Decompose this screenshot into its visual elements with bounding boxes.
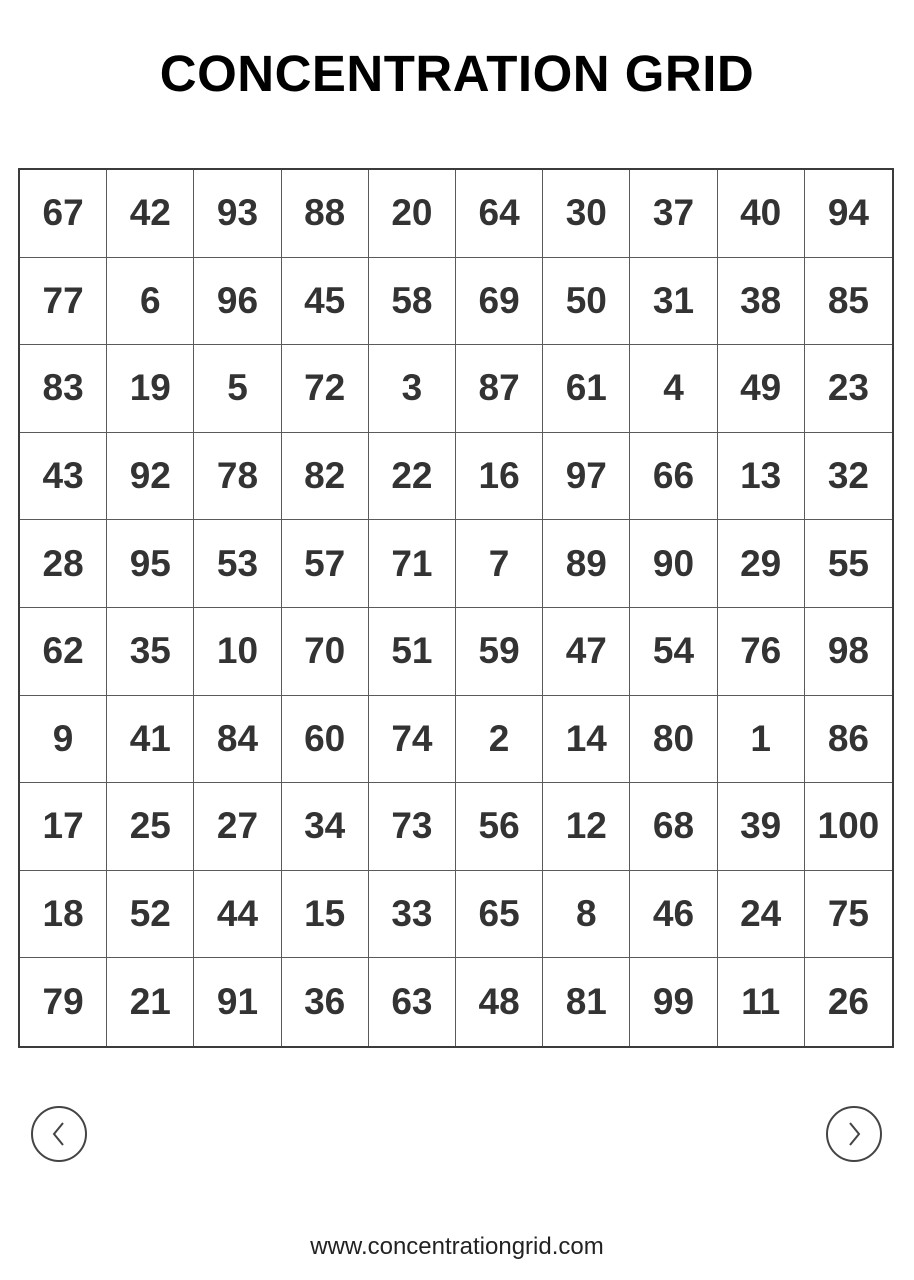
grid-cell[interactable]: 36 — [282, 958, 369, 1046]
grid-cell[interactable]: 9 — [20, 696, 107, 784]
grid-cell[interactable]: 64 — [456, 170, 543, 258]
grid-cell[interactable]: 86 — [805, 696, 892, 784]
grid-cell[interactable]: 13 — [718, 433, 805, 521]
grid-cell[interactable]: 79 — [20, 958, 107, 1046]
grid-cell[interactable]: 61 — [543, 345, 630, 433]
grid-cell[interactable]: 28 — [20, 520, 107, 608]
grid-cell[interactable]: 88 — [282, 170, 369, 258]
grid-cell[interactable]: 32 — [805, 433, 892, 521]
grid-cell[interactable]: 60 — [282, 696, 369, 784]
grid-cell[interactable]: 14 — [543, 696, 630, 784]
grid-cell[interactable]: 97 — [543, 433, 630, 521]
grid-cell[interactable]: 78 — [194, 433, 281, 521]
footer-url[interactable]: www.concentrationgrid.com — [310, 1233, 604, 1260]
grid-cell[interactable]: 27 — [194, 783, 281, 871]
grid-cell[interactable]: 96 — [194, 258, 281, 346]
grid-cell[interactable]: 5 — [194, 345, 281, 433]
grid-cell[interactable]: 99 — [630, 958, 717, 1046]
grid-cell[interactable]: 63 — [369, 958, 456, 1046]
grid-cell[interactable]: 37 — [630, 170, 717, 258]
grid-cell[interactable]: 50 — [543, 258, 630, 346]
grid-cell[interactable]: 49 — [718, 345, 805, 433]
grid-cell[interactable]: 80 — [630, 696, 717, 784]
grid-cell[interactable]: 4 — [630, 345, 717, 433]
grid-cell[interactable]: 59 — [456, 608, 543, 696]
grid-cell[interactable]: 71 — [369, 520, 456, 608]
grid-cell[interactable]: 100 — [805, 783, 892, 871]
grid-cell[interactable]: 20 — [369, 170, 456, 258]
grid-cell[interactable]: 17 — [20, 783, 107, 871]
grid-cell[interactable]: 89 — [543, 520, 630, 608]
grid-cell[interactable]: 15 — [282, 871, 369, 959]
grid-cell[interactable]: 84 — [194, 696, 281, 784]
grid-cell[interactable]: 11 — [718, 958, 805, 1046]
grid-cell[interactable]: 39 — [718, 783, 805, 871]
grid-cell[interactable]: 33 — [369, 871, 456, 959]
grid-cell[interactable]: 51 — [369, 608, 456, 696]
grid-cell[interactable]: 47 — [543, 608, 630, 696]
grid-cell[interactable]: 92 — [107, 433, 194, 521]
grid-cell[interactable]: 8 — [543, 871, 630, 959]
next-button[interactable] — [826, 1106, 882, 1162]
grid-cell[interactable]: 90 — [630, 520, 717, 608]
grid-cell[interactable]: 91 — [194, 958, 281, 1046]
grid-cell[interactable]: 16 — [456, 433, 543, 521]
grid-cell[interactable]: 74 — [369, 696, 456, 784]
grid-cell[interactable]: 7 — [456, 520, 543, 608]
grid-cell[interactable]: 67 — [20, 170, 107, 258]
grid-cell[interactable]: 48 — [456, 958, 543, 1046]
grid-cell[interactable]: 1 — [718, 696, 805, 784]
grid-cell[interactable]: 45 — [282, 258, 369, 346]
grid-cell[interactable]: 42 — [107, 170, 194, 258]
grid-cell[interactable]: 21 — [107, 958, 194, 1046]
grid-cell[interactable]: 62 — [20, 608, 107, 696]
grid-cell[interactable]: 73 — [369, 783, 456, 871]
grid-cell[interactable]: 66 — [630, 433, 717, 521]
grid-cell[interactable]: 22 — [369, 433, 456, 521]
grid-cell[interactable]: 30 — [543, 170, 630, 258]
grid-cell[interactable]: 81 — [543, 958, 630, 1046]
grid-cell[interactable]: 29 — [718, 520, 805, 608]
grid-cell[interactable]: 87 — [456, 345, 543, 433]
grid-cell[interactable]: 69 — [456, 258, 543, 346]
grid-cell[interactable]: 53 — [194, 520, 281, 608]
grid-cell[interactable]: 75 — [805, 871, 892, 959]
grid-cell[interactable]: 10 — [194, 608, 281, 696]
grid-cell[interactable]: 82 — [282, 433, 369, 521]
grid-cell[interactable]: 40 — [718, 170, 805, 258]
grid-cell[interactable]: 83 — [20, 345, 107, 433]
grid-cell[interactable]: 38 — [718, 258, 805, 346]
grid-cell[interactable]: 68 — [630, 783, 717, 871]
grid-cell[interactable]: 70 — [282, 608, 369, 696]
grid-cell[interactable]: 65 — [456, 871, 543, 959]
grid-cell[interactable]: 72 — [282, 345, 369, 433]
grid-cell[interactable]: 98 — [805, 608, 892, 696]
page-title: CONCENTRATION GRID — [159, 45, 755, 102]
grid-cell[interactable]: 55 — [805, 520, 892, 608]
grid-cell[interactable]: 23 — [805, 345, 892, 433]
grid-cell[interactable]: 56 — [456, 783, 543, 871]
number-grid — [18, 168, 894, 1048]
grid-cell[interactable]: 6 — [107, 258, 194, 346]
grid-cell[interactable]: 35 — [107, 608, 194, 696]
chevron-right-icon — [843, 1119, 865, 1149]
grid-cell[interactable]: 12 — [543, 783, 630, 871]
grid-cell[interactable]: 52 — [107, 871, 194, 959]
grid-cell[interactable]: 24 — [718, 871, 805, 959]
grid-cell[interactable]: 41 — [107, 696, 194, 784]
grid-cell[interactable]: 94 — [805, 170, 892, 258]
grid-cell[interactable]: 44 — [194, 871, 281, 959]
grid-cell[interactable]: 54 — [630, 608, 717, 696]
grid-cell[interactable]: 2 — [456, 696, 543, 784]
chevron-left-icon — [48, 1119, 70, 1149]
grid-cell[interactable]: 25 — [107, 783, 194, 871]
grid-cell[interactable]: 95 — [107, 520, 194, 608]
grid-cell[interactable]: 19 — [107, 345, 194, 433]
grid-cell[interactable]: 18 — [20, 871, 107, 959]
grid-cell[interactable]: 46 — [630, 871, 717, 959]
grid-cell[interactable]: 57 — [282, 520, 369, 608]
grid-cell[interactable]: 85 — [805, 258, 892, 346]
grid-cell[interactable]: 76 — [718, 608, 805, 696]
previous-button[interactable] — [31, 1106, 87, 1162]
grid-cell[interactable]: 31 — [630, 258, 717, 346]
grid-cell[interactable]: 58 — [369, 258, 456, 346]
grid-cell[interactable]: 93 — [194, 170, 281, 258]
grid-cell[interactable]: 77 — [20, 258, 107, 346]
grid-cell[interactable]: 3 — [369, 345, 456, 433]
grid-cell[interactable]: 43 — [20, 433, 107, 521]
grid-cell[interactable]: 26 — [827, 981, 869, 1023]
grid-cell[interactable]: 34 — [282, 783, 369, 871]
